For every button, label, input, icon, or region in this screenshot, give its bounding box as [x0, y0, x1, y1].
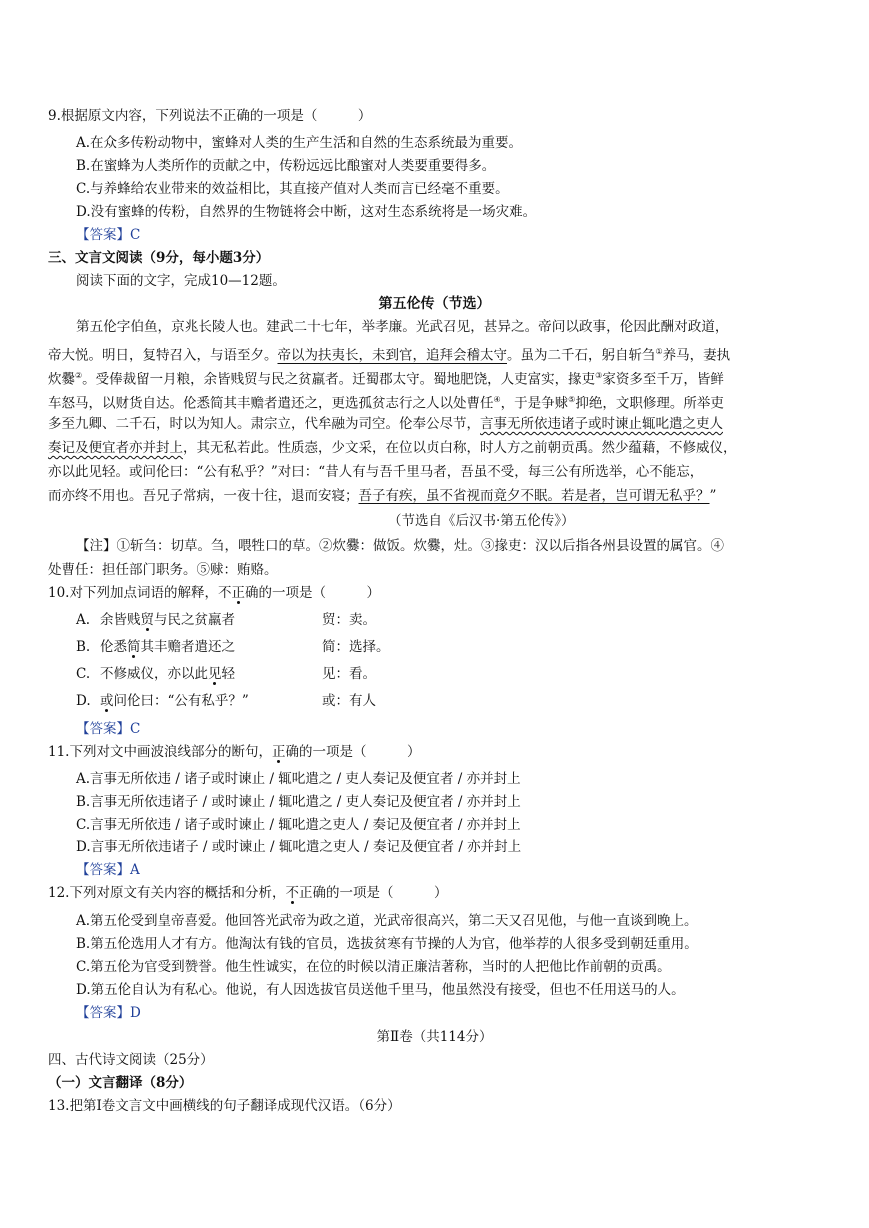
q11-stem: 11.下列对文中画波浪线部分的断句，正确的一项是（ ） [48, 744, 421, 760]
q10-option-a-label: A. [76, 612, 91, 628]
underlined-sentence-1: 帝以为扶夷长，未到官，追拜会稽太守 [277, 347, 507, 364]
passage-line-2: 帝大悦。明日，复特召入，与语至夕。帝以为扶夷长，未到官，追拜会稽太守。虽为二千石，躬自斩刍①养马，妻执 [48, 347, 731, 364]
emphasis-dot-char: 不 [285, 885, 299, 901]
wavy-sentence-part-2: 奏记及便宜者亦并封上 [48, 440, 183, 456]
q12-option-d: D.第五伦自认为有私心。他说，有人因选拔官员送他千里马，他虽然没有接受，但也不任用送马的人。 [76, 982, 685, 998]
passage-line-1: 第五伦字伯鱼，京兆长陵人也。建武二十七年，举孝廉。光武召见，甚异之。帝问以政事，伦因此酬对政道， [76, 319, 729, 335]
q9-answer: 【答案】C [76, 227, 141, 243]
section3-intro: 阅读下面的文字，完成10—12题。 [76, 273, 286, 289]
section4-heading: 四、古代诗文阅读（25分） [48, 1052, 214, 1068]
passage-line-3: 炊爨②。受俸裁留一月粮，余皆贱贸与民之贫羸者。迁蜀郡太守。蜀地肥饶，人吏富实，掾吏③家资多至千万，皆鲜 [48, 371, 724, 388]
q10-option-d-label: D. [76, 693, 91, 709]
q11-option-b: B.言事无所依违诸子 / 或时谏止 / 辄叱遣之 / 吏人奏记及便宜者 / 亦并封上 [76, 794, 521, 810]
q10-option-c-label: C. [76, 666, 91, 682]
q12-option-a: A.第五伦受到皇帝喜爱。他回答光武帝为政之道，光武帝很高兴，第二天又召见他，与他一直谈到晚上。 [76, 913, 698, 929]
q9-option-a: A.在众多传粉动物中，蜜蜂对人类的生产生活和自然的生态系统最为重要。 [76, 135, 523, 151]
emphasis-dot-char: 正 [231, 585, 245, 601]
passage-title: 第五伦传（节选） [378, 296, 491, 312]
passage-source: （节选自《后汉书·第五伦传》） [388, 513, 575, 529]
volume-2-heading: 第Ⅱ卷（共114分） [376, 1029, 493, 1045]
emphasis-dot-char: 正 [271, 744, 286, 760]
q12-option-c: C.第五伦为官受到赞誉。他生性诚实，在位的时候以清正廉洁著称，当时的人把他比作前朝的贡禹。 [76, 959, 671, 975]
section4-subheading: （一）文言翻译（8分） [48, 1075, 193, 1091]
emphasis-dot-char: 简 [127, 639, 141, 655]
q11-answer: 【答案】A [76, 862, 140, 878]
q12-option-b: B.第五伦选用人才有方。他淘汰有钱的官员，选拔贫寒有节操的人为官，他举荐的人很多受到朝廷重用。 [76, 936, 698, 952]
q10-stem: 10.对下列加点词语的解释，不正确的一项是（ ） [48, 585, 380, 601]
passage-line-5: 多至九卿、二千石，时以为知人。肃宗立，代牟融为司空。伦奉公尽节，言事无所依违诸子或时谏止辄叱遣之吏人 [48, 416, 723, 432]
notes-line-1: 【注】①斩刍：切草。刍，喂牲口的草。②炊爨：做饭。炊爨，灶。③掾吏：汉以后指各州县设置的属官。④ [76, 538, 724, 554]
q12-answer: 【答案】D [76, 1005, 141, 1021]
q10-option-b-text: 伦悉简其丰赡者遣还之 [100, 639, 235, 655]
wavy-sentence-part-1: 言事无所依违诸子或时谏止辄叱遣之吏人 [480, 416, 723, 432]
q10-option-c-text: 不修威仪，亦以此见轻 [100, 666, 235, 682]
q9-option-c: C.与养蜂给农业带来的效益相比，其直接产值对人类而言已经毫不重要。 [76, 181, 509, 197]
q10-option-d-gloss: 或：有人 [322, 693, 376, 709]
q10-option-a-text: 余皆贱贸与民之贫羸者 [100, 612, 235, 628]
q9-option-d: D.没有蜜蜂的传粉，自然界的生物链将会中断，这对生态系统将是一场灾难。 [76, 204, 537, 220]
passage-line-6: 奏记及便宜者亦并封上，其无私若此。性质悫，少文采，在位以贞白称，时人方之前朝贡禹。然少蕴藉，不修威仪， [48, 440, 737, 456]
q9-stem: 9.根据原文内容，下列说法不正确的一项是（ ） [48, 108, 372, 124]
emphasis-dot-char: 见 [208, 666, 222, 682]
section3-heading: 三、文言文阅读（9分，每小题3分） [48, 250, 270, 266]
passage-line-4: 车怒马，以财货自达。伦悉简其丰赡者遣还之，更选孤贫志行之人以处曹任④，于是争赇⑤抑绝，文职修理。所举吏 [48, 395, 724, 412]
q10-option-d-text: 或问伦曰：“公有私乎？” [100, 693, 249, 709]
q10-answer: 【答案】C [76, 721, 141, 737]
q10-option-b-label: B. [76, 639, 91, 655]
emphasis-dot-char: 或 [100, 693, 114, 709]
emphasis-dot-char: 贸 [140, 612, 154, 628]
q10-option-b-gloss: 简：选择。 [322, 639, 390, 655]
q12-stem: 12.下列对原文有关内容的概括和分析，不正确的一项是（ ） [48, 885, 448, 901]
q13-stem: 13.把第Ⅰ卷文言文中画横线的句子翻译成现代汉语。（6分） [48, 1098, 401, 1114]
q10-option-a-gloss: 贸：卖。 [322, 612, 376, 628]
passage-line-8: 而亦终不用也。吾兄子常病，一夜十往，退而安寝；吾子有疾，虽不省视而竟夕不眠。若是者，岂可谓无私乎？” [48, 488, 717, 504]
q11-option-d: D.言事无所依违诸子 / 或时谏止 / 辄叱遣之吏人 / 奏记及便宜者 / 亦并封上 [76, 839, 522, 855]
q11-option-c: C.言事无所依违 / 诸子或时谏止 / 辄叱遣之吏人 / 奏记及便宜者 / 亦并封上 [76, 817, 521, 833]
notes-line-2: 处曹任：担任部门职务。⑤赇：贿赂。 [48, 562, 278, 578]
q11-option-a: A.言事无所依违 / 诸子或时谏止 / 辄叱遣之 / 吏人奏记及便宜者 / 亦并封上 [76, 771, 521, 787]
passage-line-7: 亦以此见轻。或问伦曰：“公有私乎？”对曰：“昔人有与吾千里马者，吾虽不受，每三公有所选举，心不能忘， [48, 464, 704, 480]
q9-option-b: B.在蜜蜂为人类所作的贡献之中，传粉远远比酿蜜对人类要重要得多。 [76, 158, 496, 174]
q10-option-c-gloss: 见：看。 [322, 666, 376, 682]
underlined-sentence-2: 吾子有疾，虽不省视而竟夕不眠。若是者，岂可谓无私乎？ [358, 488, 710, 504]
